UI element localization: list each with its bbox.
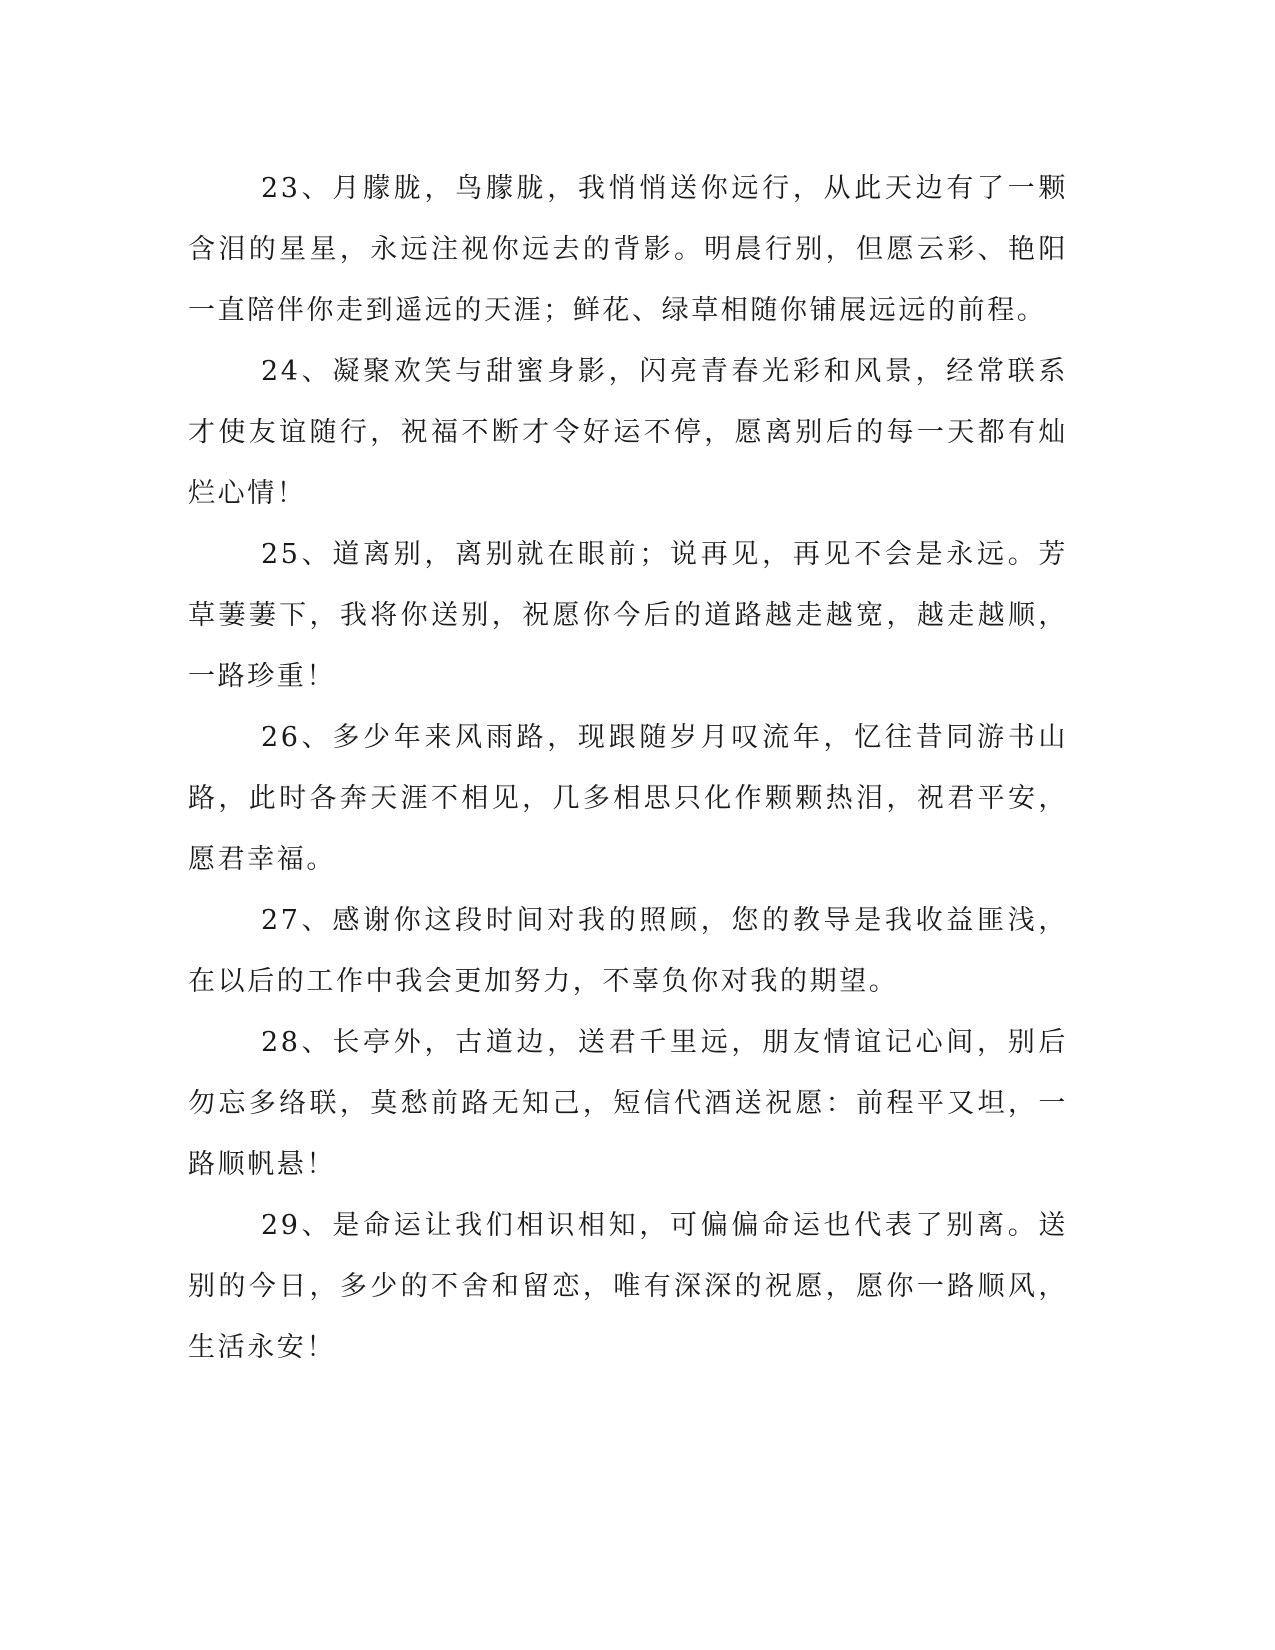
paragraph-28: 28、长亭外，古道边，送君千里远，朋友情谊记心间，别后勿忘多络联，莫愁前路无知己，短信代酒送祝愿：前程平又坦，一路顺帆悬！	[188, 1027, 1068, 1180]
paragraph-24: 24、凝聚欢笑与甜蜜身影，闪亮青春光彩和风景，经常联系才使友谊随行，祝福不断才令好运不停，愿离别后的每一天都有灿烂心情！	[188, 356, 1068, 509]
paragraph-27: 27、感谢你这段时间对我的照顾，您的教导是我收益匪浅，在以后的工作中我会更加努力，不辜负你对我的期望。	[188, 905, 1068, 997]
paragraph-29: 29、是命运让我们相识相知，可偏偏命运也代表了别离。送别的今日，多少的不舍和留恋，唯有深深的祝愿，愿你一路顺风，生活永安！	[188, 1210, 1068, 1363]
paragraph-23: 23、月朦胧，鸟朦胧，我悄悄送你远行，从此天边有了一颗含泪的星星，永远注视你远去的背影。明晨行别，但愿云彩、艳阳一直陪伴你走到遥远的天涯；鲜花、绿草相随你铺展远远的前程。	[188, 173, 1068, 326]
paragraph-26: 26、多少年来风雨路，现跟随岁月叹流年，忆往昔同游书山路，此时各奔天涯不相见，几多相思只化作颗颗热泪，祝君平安，愿君幸福。	[188, 722, 1068, 875]
document-body	[188, 158, 1068, 1378]
paragraph-25: 25、道离别，离别就在眼前；说再见，再见不会是永远。芳草萋萋下，我将你送别，祝愿你今后的道路越走越宽，越走越顺，一路珍重！	[188, 539, 1068, 692]
